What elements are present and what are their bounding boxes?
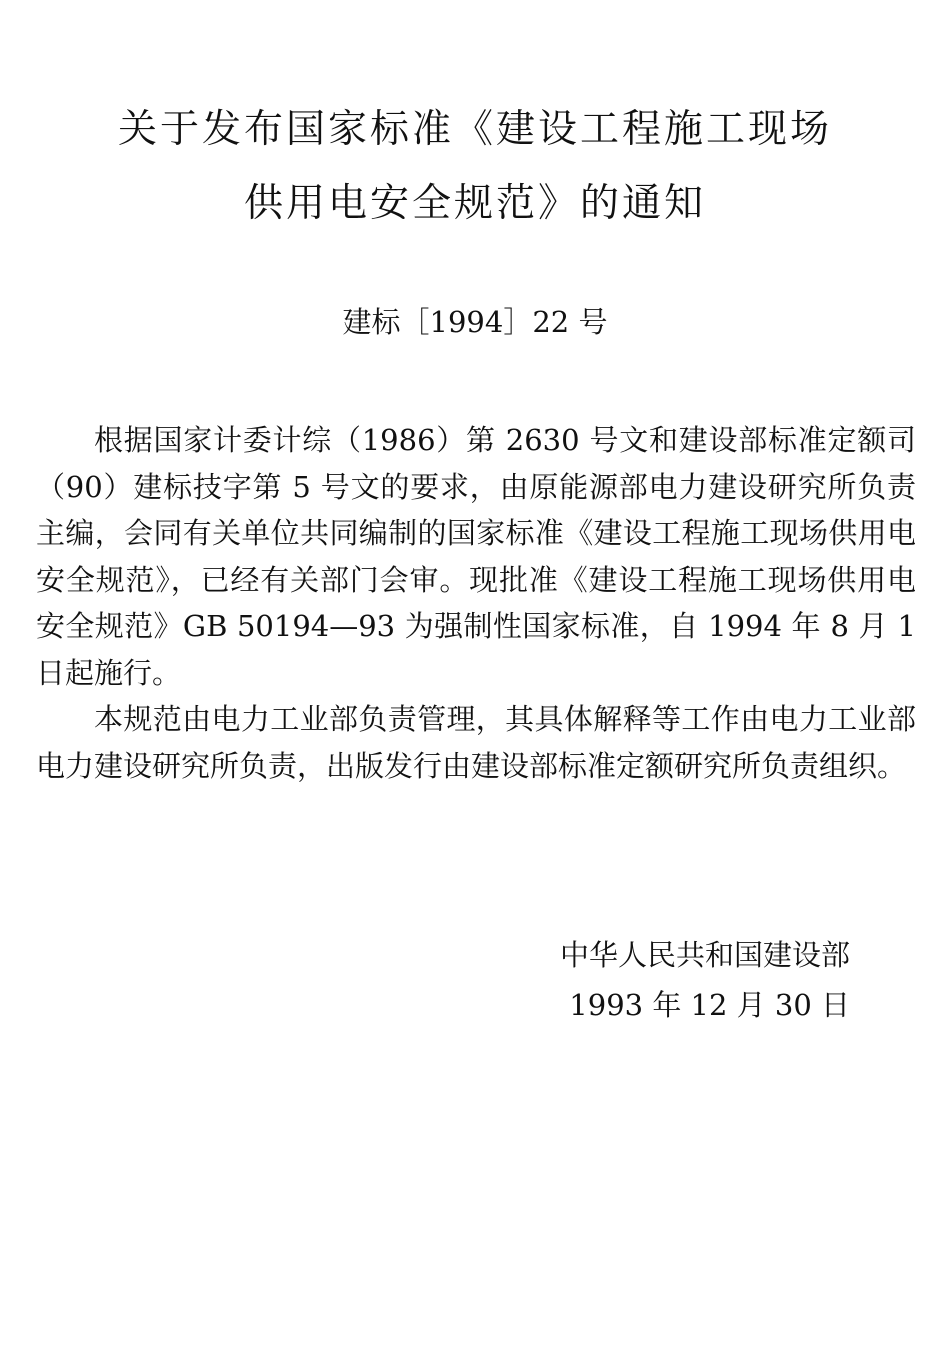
issue-date: 1993 年 12 月 30 日: [569, 988, 850, 1022]
document-title-line-2: 供用电安全规范》的通知: [243, 181, 706, 226]
body-paragraph-2: 本规范由电力工业部负责管理，其具体解释等工作由电力工业部电力建设研究所负责，出版发行由建设部标准定额研究所负责组织。: [36, 702, 916, 783]
document-title-line-1: 关于发布国家标准《建设工程施工现场: [117, 107, 832, 152]
issuer-name: 中华人民共和国建设部: [559, 938, 850, 972]
document-number: 建标［1994］22 号: [342, 305, 608, 339]
signature-block: [560, 930, 850, 1030]
body-paragraph-1: 根据国家计委计综（1986）第 2630 号文和建设部标准定额司（90）建标技字第 5 号文的要求，由原能源部电力建设研究所负责主编，会同有关单位共同编制的国家标准《建设工程施工现场供用电安全规范》，已经有关部门会审。现批准《建设工程施工现场供用电安全规范》GB 50194—93 为强制性国家标准，自 1994 年 8 月 1 日起施行。: [36, 423, 916, 690]
